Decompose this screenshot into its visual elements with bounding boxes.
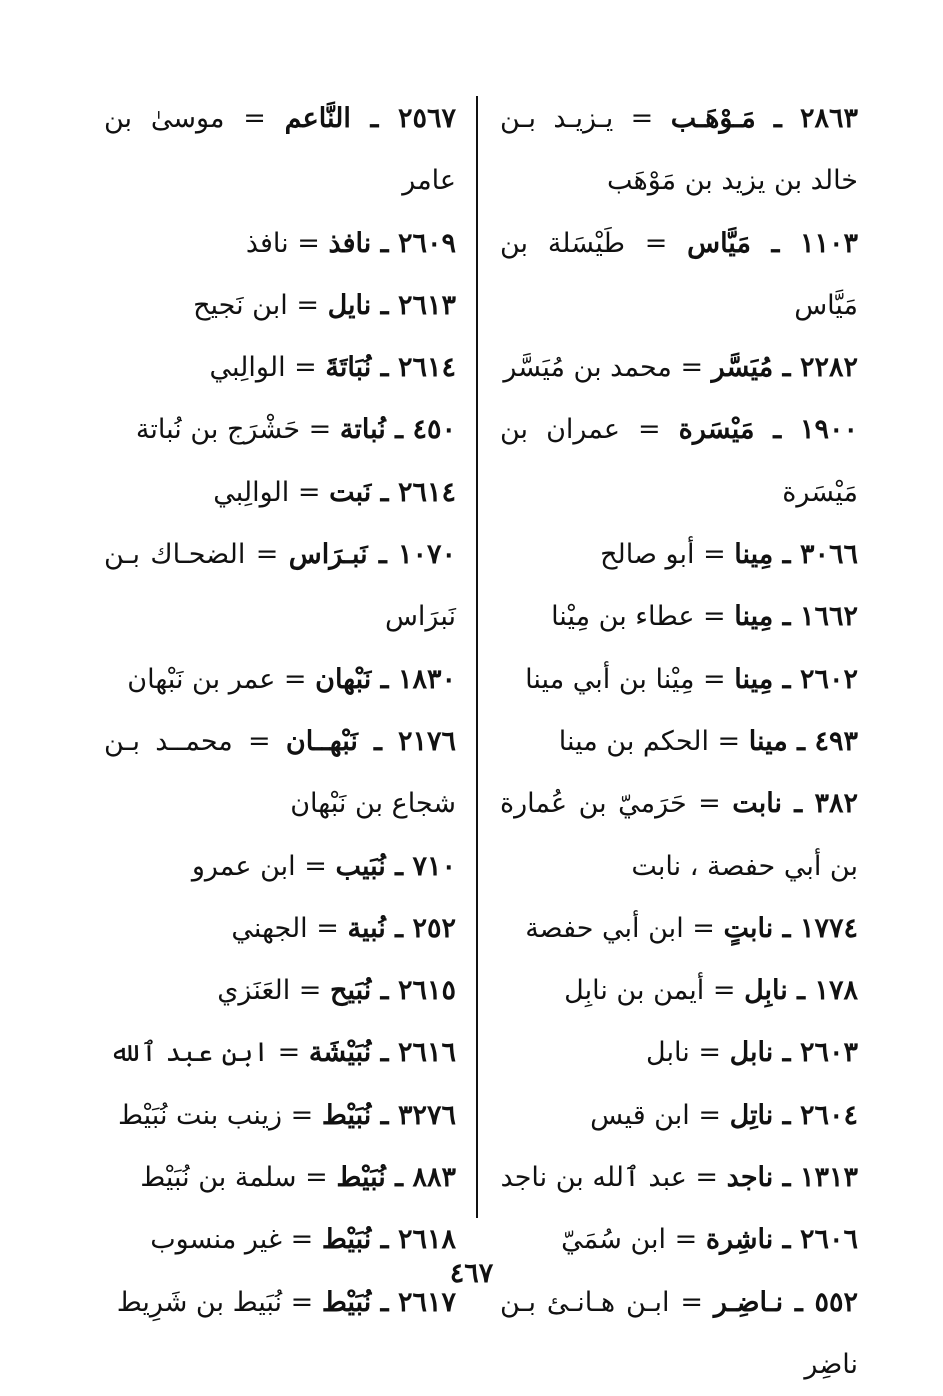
entry-heading: ١٨٣٠ ـ نَبْهان xyxy=(315,663,456,695)
entry-reference: = أيمن بن نابِل xyxy=(564,975,736,1007)
entry-heading: ١٠٧٠ ـ نَبـرَاس xyxy=(288,539,456,571)
index-entry xyxy=(104,275,456,337)
index-entry xyxy=(104,337,456,399)
entry-reference: = ابن عمرو xyxy=(191,850,327,882)
index-entry xyxy=(500,960,858,1022)
index-entry xyxy=(104,898,456,960)
index-entry xyxy=(500,88,858,213)
index-entry xyxy=(500,1085,858,1147)
entry-reference: = نافذ xyxy=(245,227,320,259)
entry-reference: = ابن نَجيح xyxy=(193,289,319,321)
left-column xyxy=(104,88,456,1334)
entry-heading: ١٩٠٠ ـ مَيْسَرة xyxy=(678,414,858,446)
entry-reference: = محمــد بـن شجاع بن نَبْهان xyxy=(104,725,456,820)
entry-reference: = يـزيـد بـن خالد بن يزيد بن مَوْهَب xyxy=(500,103,858,197)
index-entry xyxy=(104,462,456,524)
entry-reference: = أبو صالح xyxy=(600,539,726,571)
entry-reference: = ابن قيس xyxy=(590,1099,721,1131)
entry-heading: ١٧٨ ـ نابِل xyxy=(744,975,858,1007)
index-entry xyxy=(500,773,858,898)
entry-reference: = زينب بنت نُبَيْط xyxy=(118,1099,314,1131)
entry-heading: ٢٥٢ ـ نُبية xyxy=(347,912,456,944)
index-entry xyxy=(500,524,858,586)
index-entry xyxy=(104,213,456,275)
entry-heading: ٣٨٢ ـ نابت xyxy=(732,788,858,820)
entry-reference: = عبد ٱلله بن ناجد xyxy=(500,1162,719,1194)
index-entry xyxy=(104,836,456,898)
entry-heading: ٢٦٠٤ ـ ناتِل xyxy=(729,1099,858,1131)
entry-reference: = ابـن هـانـئ بـن ناضِر xyxy=(500,1286,858,1380)
entry-heading: ٢١٧٦ ـ نَبْهــان xyxy=(285,725,456,757)
entry-reference: = الوالِبي xyxy=(209,352,317,384)
page-number: ٤٦٧ xyxy=(449,1258,494,1289)
index-entry xyxy=(500,1272,858,1396)
index-entry xyxy=(500,898,858,960)
entry-reference: = طَيْسَلة بن مَيَّاس xyxy=(500,227,858,321)
entry-heading: ٢٦٠٦ ـ ناشِرة xyxy=(705,1224,858,1256)
index-entry xyxy=(104,399,456,461)
entry-heading: ٤٩٣ ـ مينا xyxy=(748,725,858,757)
index-entry xyxy=(104,88,456,213)
index-entry xyxy=(500,399,858,524)
entry-heading: ٢٦١٦ ـ نُبَيْشَة xyxy=(308,1037,456,1069)
entry-heading: ١٦٦٢ ـ مِينا xyxy=(734,601,858,633)
entry-heading: ٥٥٢ ـ نـاضِـر xyxy=(713,1286,858,1318)
entry-heading: ٢٦١٥ ـ نُبَيح xyxy=(330,975,456,1007)
entry-reference: = موسىٰ بن عامر xyxy=(104,103,456,197)
index-entry xyxy=(104,1022,456,1084)
entry-heading: ٢٢٨٢ ـ مُيَسَّر xyxy=(711,352,858,384)
entry-reference: = الجهني xyxy=(231,912,339,944)
entry-reference: = عمر بن نَبْهان xyxy=(127,663,307,695)
entry-reference: = حَرَميّ بن عُمارة بن أبي حفصة ، نابت xyxy=(500,788,858,882)
entry-reference: = عمران بن مَيْسَرة xyxy=(500,414,858,508)
index-entry xyxy=(104,711,456,836)
entry-reference: = محمد بن مُيَسَّر xyxy=(503,352,704,384)
entry-reference: = العَنَزي xyxy=(217,975,322,1007)
index-entry xyxy=(104,649,456,711)
index-entry xyxy=(500,1022,858,1084)
entry-heading: ٣٢٧٦ ـ نُبَيْط xyxy=(321,1099,456,1131)
entry-heading: ٣٠٦٦ ـ مِينا xyxy=(734,539,858,571)
entry-reference: = ابن أبي حفصة xyxy=(525,912,715,944)
index-entry xyxy=(500,213,858,338)
entry-heading: ٨٨٣ ـ نُبَيْط xyxy=(336,1162,456,1194)
index-entry xyxy=(104,1147,456,1209)
entry-heading: ٧١٠ ـ نُبَيب xyxy=(335,850,456,882)
entry-reference: = نُبَيط بن شَرِيط xyxy=(116,1286,314,1318)
entry-heading: ٢٦١٤ ـ نَبت xyxy=(329,476,456,508)
entry-heading: ٢٥٦٧ ـ النَّاعم xyxy=(284,103,456,134)
index-entry xyxy=(104,960,456,1022)
index-entry xyxy=(500,586,858,648)
column-divider xyxy=(476,96,478,1218)
entry-heading: ٤٥٠ ـ نُباتة xyxy=(339,414,456,446)
entry-heading: ٢٦٠٩ ـ نافذ xyxy=(328,227,456,259)
index-entry xyxy=(104,524,456,649)
entry-heading: ١٣١٣ ـ ناجد xyxy=(726,1162,858,1194)
entry-reference: = الوالِبي xyxy=(213,476,321,508)
entry-heading: ٢٦٠٣ ـ نابل xyxy=(729,1037,858,1069)
entry-reference: = ابن سُمَيّ xyxy=(561,1224,698,1256)
index-entry xyxy=(104,1085,456,1147)
entry-reference: = حَشْرَج بن نُباتة xyxy=(135,414,332,446)
index-entry xyxy=(500,649,858,711)
entry-heading: ٢٦٠٢ ـ مِينا xyxy=(734,663,858,695)
entry-heading: ٢٨٦٣ ـ مَـوْهَـب xyxy=(670,103,858,134)
entry-heading: ٢٦١٤ ـ نُبَاتَةَ xyxy=(325,352,456,384)
entry-heading: ٢٦١٧ ـ نُبَيْط xyxy=(321,1286,456,1318)
entry-reference: = مِيْنا بن أبي مينا xyxy=(525,663,726,695)
index-entry xyxy=(500,711,858,773)
entry-reference: = ابن عبد ٱلله xyxy=(109,1037,301,1069)
entry-heading: ١٧٧٤ ـ نابتٍ xyxy=(723,912,858,944)
right-column xyxy=(500,88,858,1396)
entry-reference: = عطاء بن مِيْنا xyxy=(551,601,726,633)
entry-reference: = نابل xyxy=(646,1037,721,1069)
index-entry xyxy=(500,337,858,399)
entry-reference: = الحكم بن مينا xyxy=(558,725,741,757)
entry-reference: = غير منسوب xyxy=(150,1224,314,1256)
entry-heading: ٢٦١٨ ـ نُبَيْط xyxy=(321,1224,456,1256)
entry-reference: = الضحـاك بـن نَبرَاس xyxy=(104,539,456,633)
entry-heading: ٢٦١٣ ـ نايل xyxy=(327,289,456,321)
entry-heading: ١١٠٣ ـ مَيَّاس xyxy=(687,227,858,259)
entry-reference: = سلمة بن نُبَيْط xyxy=(140,1162,328,1194)
index-entry xyxy=(500,1147,858,1209)
